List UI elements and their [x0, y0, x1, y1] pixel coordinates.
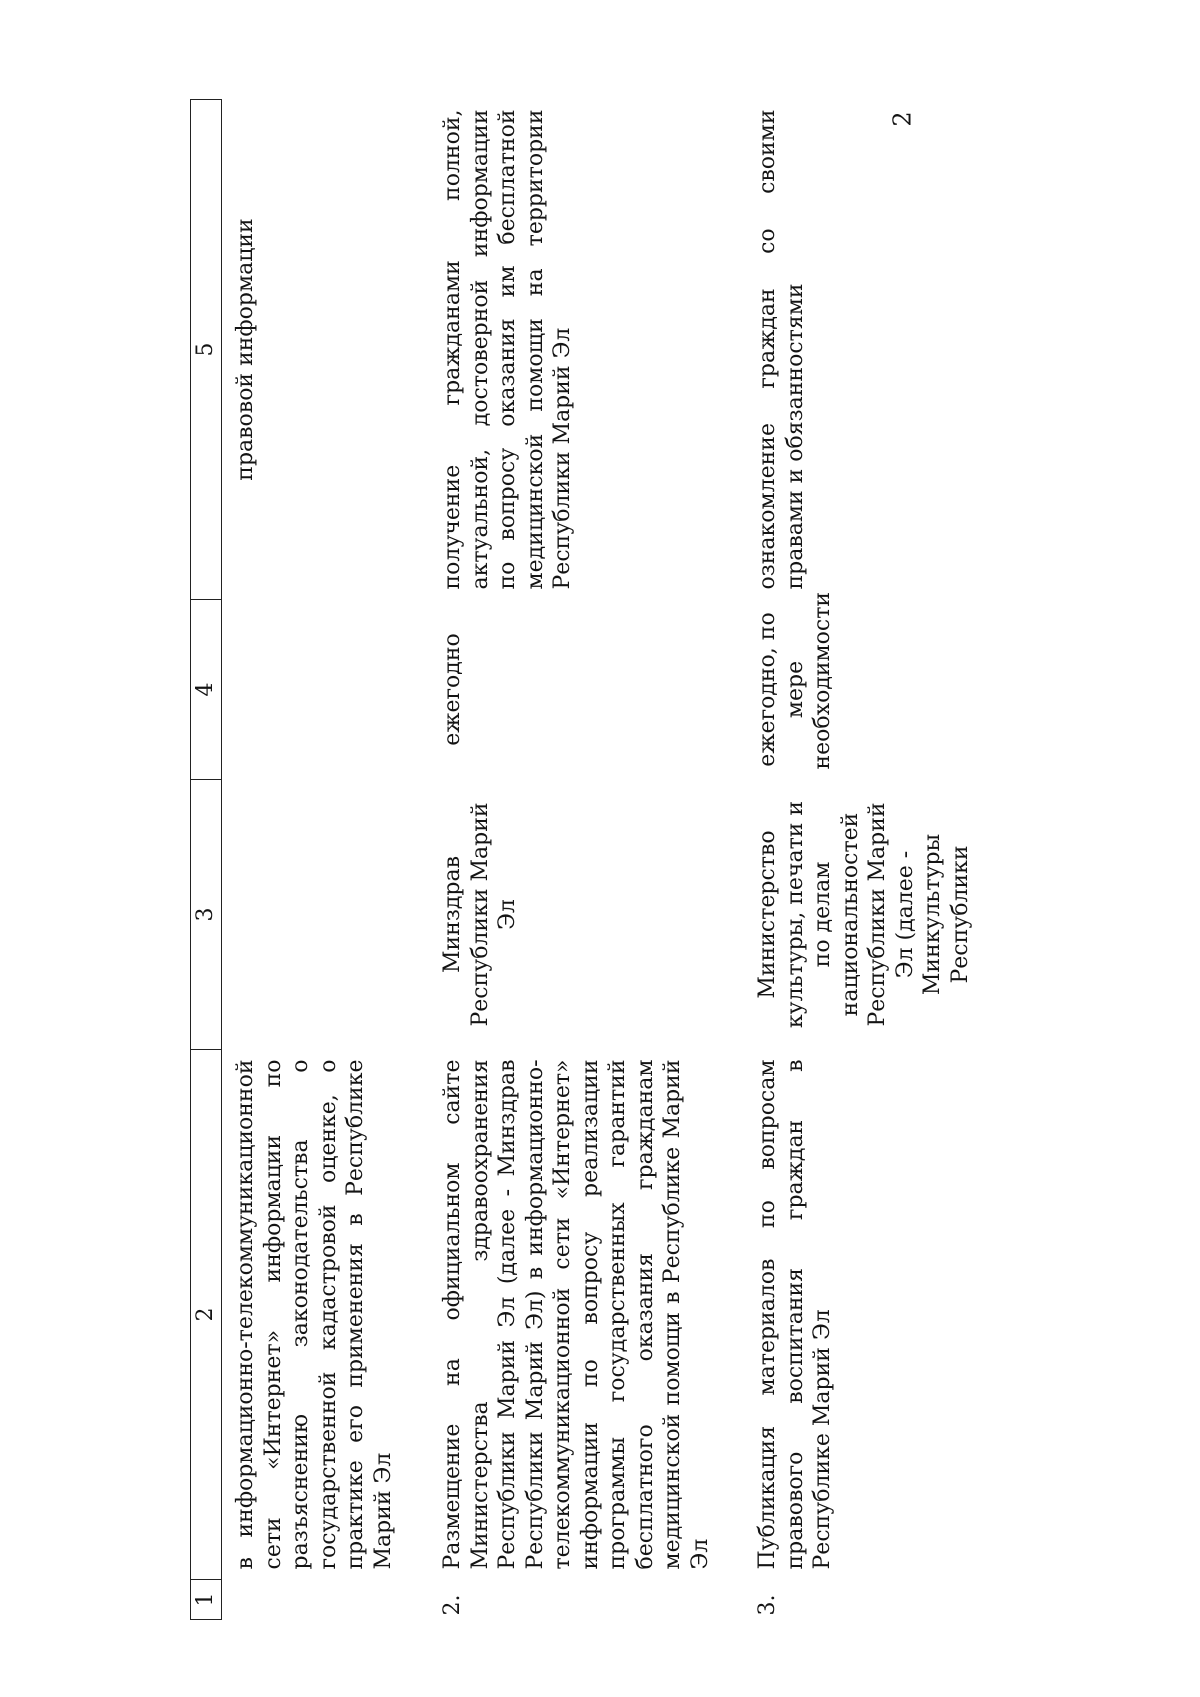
header-col-5: 5 — [191, 100, 222, 600]
row-number: 3. — [755, 1594, 780, 1616]
measures-table — [190, 99, 984, 1620]
row-executor — [222, 780, 434, 1050]
row-number — [222, 1580, 434, 1620]
row-result: правовой информации — [233, 218, 258, 481]
row-description: Публикация материалов по вопросам правового воспитания граждан в Республике Марий Эл — [755, 1059, 835, 1570]
row-executor: Минздрав Республики Марий Эл — [440, 802, 520, 1027]
table-row — [222, 100, 434, 1620]
row-result: ознакомление граждан со своими правами и обязанностями — [755, 109, 808, 590]
table-row — [748, 100, 984, 1620]
row-number: 2. — [440, 1594, 465, 1616]
rotated-table-container — [190, 100, 973, 1620]
header-col-1: 1 — [191, 1580, 222, 1620]
row-description: в информационно-телекоммуникационной сети «Интернет» информации по разъяснению законодательства о государственной кадастровой оценке, о практике его применения в Республике Марий Эл — [233, 1059, 396, 1570]
row-description: Размещение на официальном сайте Министерства здравоохранения Республики Марий Эл (далее - Минздрав Республики Марий Эл) в информационно-телекоммуникационной сети «Интернет» информации по вопросу реализации программы государственных гарантий бесплатного оказания гражданам медицинской помощи в Республике Марий Эл — [440, 1059, 713, 1570]
page-number: 2 — [888, 111, 917, 127]
table-row — [433, 100, 748, 1620]
header-col-2: 2 — [191, 1050, 222, 1580]
row-period: ежегодно, по мере необходимости — [755, 591, 835, 770]
header-col-3: 3 — [191, 780, 222, 1050]
row-period: ежегодно — [440, 633, 465, 746]
table-header-row — [191, 100, 222, 1620]
row-period — [222, 600, 434, 780]
row-result: получение гражданами полной, актуальной, достоверной информации по вопросу оказания им бесплатной медицинской помощи на территории Республики Марий Эл — [440, 109, 575, 590]
header-col-4: 4 — [191, 600, 222, 780]
row-executor: Министерство культуры, печати и по делам национальностей Республики Марий Эл (далее - Минкультуры Республики — [755, 800, 973, 1029]
